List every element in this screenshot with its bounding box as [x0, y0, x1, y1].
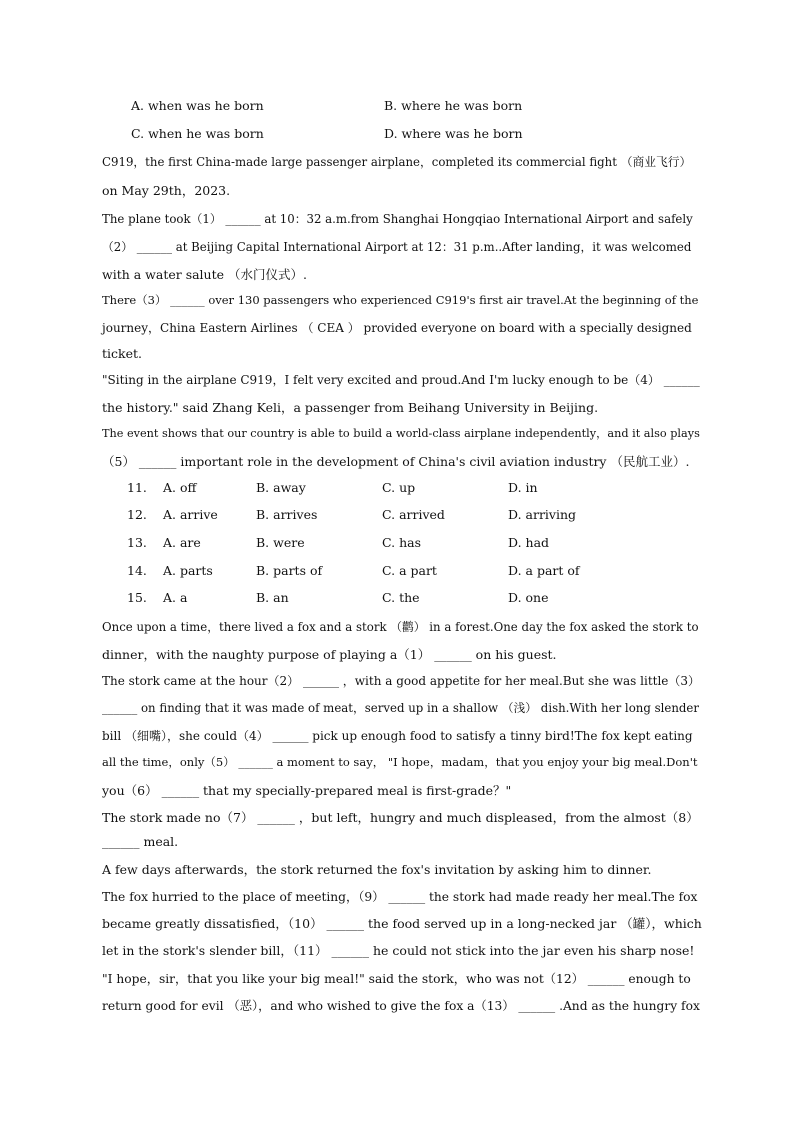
passage-line: you（6） ______ that my specially-prepared meal is first-grade？" [102, 783, 512, 798]
choice-b[interactable]: B. arrives [256, 507, 318, 522]
choice-d[interactable]: D. had [508, 535, 550, 550]
question-number: 13. [127, 535, 147, 550]
choice-c[interactable]: C. the [382, 590, 420, 605]
choice-b[interactable]: B. an [256, 590, 289, 605]
choice-a[interactable]: A. arrive [163, 507, 218, 522]
question-number: 15. [127, 590, 147, 605]
passage-line: return good for evil （恶），and who wished to give the fox a（13） ______ .And as the hungry fox [102, 999, 700, 1013]
passage-line: （5） ______ important role in the development of China's civil aviation industry （民航工业）. [102, 454, 690, 469]
question-number: 11. [127, 480, 147, 495]
passage-line: ______ meal. [102, 834, 179, 849]
passage-line: all the time，only（5） ______ a moment to say， "I hope，madam，that you enjoy your big meal.Don't [102, 755, 698, 769]
option-b: B. where he was born [384, 98, 523, 113]
option-a: A. when was he born [131, 98, 264, 113]
choice-b[interactable]: B. were [256, 535, 305, 550]
passage-line: the history." said Zhang Keli，a passenger from Beihang University in Beijing. [102, 400, 599, 415]
passage-line: journey，China Eastern Airlines （ CEA ） provided everyone on board with a specially designed [102, 321, 692, 335]
passage-line: The event shows that our country is able to build a world-class airplane independently，and it also plays [102, 427, 700, 440]
choice-d[interactable]: D. one [508, 590, 549, 605]
choice-a[interactable]: A. parts [163, 563, 213, 578]
passage-line: bill （细嘴），she could（4） ______ pick up enough food to satisfy a tinny bird!The fox kept eating [102, 729, 693, 743]
choice-c[interactable]: C. up [382, 480, 416, 495]
choice-a[interactable]: A. are [163, 535, 201, 550]
option-d: D. where was he born [384, 126, 523, 141]
choice-b[interactable]: B. parts of [256, 563, 323, 578]
passage-line: dinner，with the naughty purpose of playing a（1） ______ on his guest. [102, 647, 557, 662]
choice-c[interactable]: C. a part [382, 563, 437, 578]
passage-line: ______ on finding that it was made of meat，served up in a shallow （浅） dish.With her long slender [102, 701, 699, 715]
passage-line: The stork came at the hour（2） ______ ，with a good appetite for her meal.But she was little（3） [102, 674, 701, 688]
passage-line: The stork made no（7） ______ ，but left，hungry and much displeased，from the almost（8） [102, 810, 699, 825]
choice-c[interactable]: C. has [382, 535, 421, 550]
passage-line: on May 29th，2023. [102, 183, 231, 198]
passage-line: A few days afterwards，the stork returned the fox's invitation by asking him to dinner. [102, 862, 652, 877]
choice-a[interactable]: A. off [163, 480, 197, 495]
passage-line: ticket. [102, 346, 142, 361]
choice-d[interactable]: D. arriving [508, 507, 577, 522]
passage-line: "I hope，sir，that you like your big meal!" said the stork，who was not（12） ______ enough to [102, 972, 691, 986]
passage-line: let in the stork's slender bill，（11） ______ he could not stick into the jar even his sharp nose! [102, 943, 695, 958]
passage-line: Once upon a time，there lived a fox and a stork （鹳） in a forest.One day the fox asked the stork to [102, 620, 699, 634]
choice-d[interactable]: D. a part of [508, 563, 580, 578]
passage-line: C919，the first China-made large passenger airplane，completed its commercial fight （商业飞行） [102, 155, 692, 169]
question-number: 12. [127, 507, 147, 522]
choice-c[interactable]: C. arrived [382, 507, 445, 522]
passage-line: The plane took（1） ______ at 10：32 a.m.from Shanghai Hongqiao International Airport and safely [102, 212, 693, 226]
passage-line: There（3） ______ over 130 passengers who experienced C919's first air travel.At the beginning of the [102, 293, 699, 307]
passage-line: with a water salute （水门仪式）. [102, 267, 307, 282]
passage-line: became greatly dissatisfied，（10） ______ the food served up in a long-necked jar （罐），which [102, 916, 702, 931]
choice-d[interactable]: D. in [508, 480, 538, 495]
passage-line: （2） ______ at Beijing Capital International Airport at 12：31 p.m..After landing，it was welcomed [102, 240, 692, 254]
question-number: 14. [127, 563, 147, 578]
choice-a[interactable]: A. a [163, 590, 188, 605]
choice-b[interactable]: B. away [256, 480, 306, 495]
passage-line: "Siting in the airplane C919，I felt very excited and proud.And I'm lucky enough to be（4） ______ [102, 373, 700, 387]
option-c: C. when he was born [131, 126, 264, 141]
passage-line: The fox hurried to the place of meeting，（9） ______ the stork had made ready her meal.The fox [102, 890, 698, 904]
